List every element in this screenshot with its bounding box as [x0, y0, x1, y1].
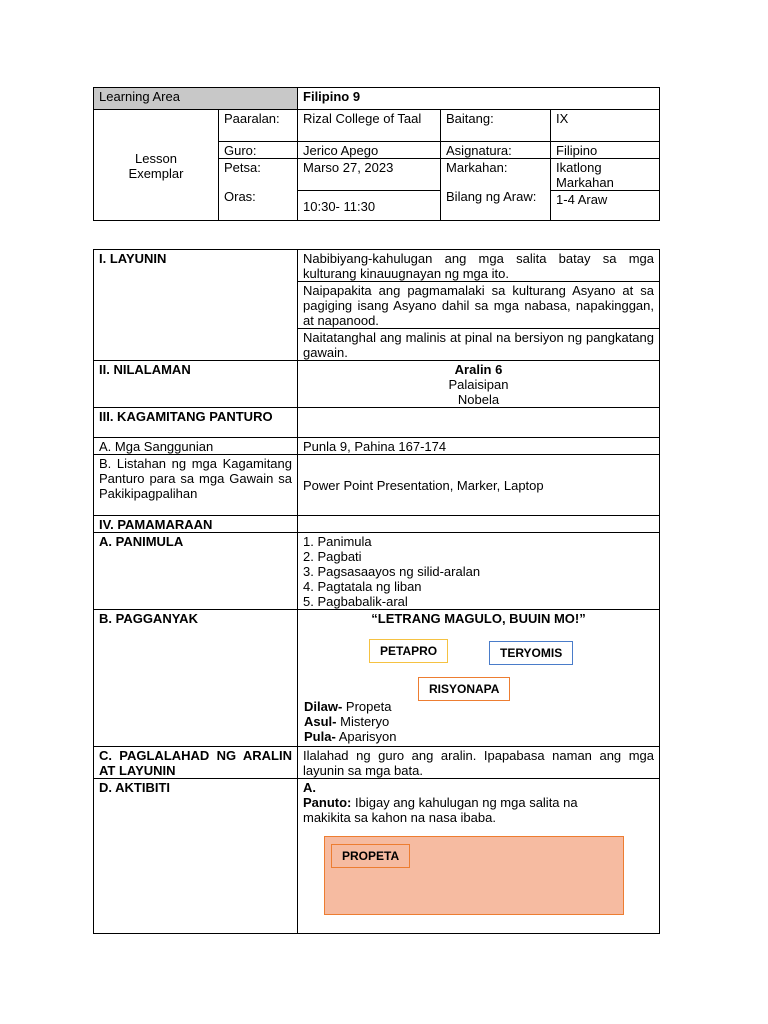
key-pula	[304, 729, 397, 744]
baitang-value: IX	[551, 110, 660, 142]
panimula-item-1: 1. Panimula	[303, 534, 372, 549]
panimula-item-5: 5. Pagbabalik-aral	[303, 594, 408, 609]
paaralan-value: Rizal College of Taal	[298, 110, 441, 142]
lesson-exemplar-label	[94, 110, 219, 221]
paaralan-label: Paaralan:	[219, 110, 298, 142]
petsa-value: Marso 27, 2023	[298, 159, 441, 191]
learning-area-value: Filipino 9	[298, 88, 660, 110]
key-dilaw	[304, 699, 397, 714]
nilalaman-cell	[298, 361, 660, 408]
lesson-exemplar-text: Lesson Exemplar	[128, 150, 184, 181]
layunin-item-2: Naipapakita ang pagmamalaki sa kulturang Asyano at sa pagiging isang Asyano dahil sa mga nabasa, napakinggan, at napanood.	[298, 282, 660, 329]
oras-label: Oras:	[224, 189, 256, 204]
kagamitan-empty	[298, 408, 660, 438]
pagganyak-title: “LETRANG MAGULO, BUUIN MO!”	[371, 611, 586, 626]
guro-value: Jerico Apego	[298, 142, 441, 159]
sanggunian-label: A. Mga Sanggunian	[94, 438, 298, 455]
layunin-item-3: Naitatanghal ang malinis at pinal na bersiyon ng pangkatang gawain.	[298, 329, 660, 361]
listahan-value: Power Point Presentation, Marker, Laptop	[298, 455, 660, 516]
nilalaman-label: II. NILALAMAN	[94, 361, 298, 408]
sanggunian-value: Punla 9, Pahina 167-174	[298, 438, 660, 455]
kagamitan-label: III. KAGAMITANG PANTURO	[94, 408, 298, 438]
activity-box	[324, 836, 624, 915]
pamamaraan-empty	[298, 516, 660, 533]
asignatura-value: Filipino	[551, 142, 660, 159]
panuto-value: Ibigay ang kahulugan ng mga salita na makikita sa kahon na nasa ibaba.	[303, 795, 578, 825]
panimula-item-3: 3. Pagsasaayos ng silid-aralan	[303, 564, 481, 579]
panuto-label: Panuto:	[303, 795, 352, 810]
panuto-text	[303, 795, 613, 825]
panimula-list	[298, 533, 660, 610]
header-table	[93, 87, 660, 221]
petsa-label: Petsa:	[224, 160, 261, 175]
pagganyak-label: B. PAGGANYAK	[94, 610, 298, 747]
panimula-item-4: 4. Pagtatala ng liban	[303, 579, 422, 594]
lesson-plan-table	[93, 249, 660, 934]
aktibiti-cell	[298, 779, 660, 934]
baitang-label: Baitang:	[441, 110, 551, 142]
bilang-value: 1-4 Araw	[551, 191, 660, 221]
nilalaman-sub1: Palaisipan	[448, 377, 509, 392]
markahan-bilang-cell	[441, 159, 551, 221]
guro-label: Guro:	[219, 142, 298, 159]
key-pula-value: Aparisyon	[335, 729, 397, 744]
panimula-item-2: 2. Pagbati	[303, 549, 362, 564]
paglalahad-value: Ilalahad ng guro ang aralin. Ipapabasa naman ang mga layunin sa mga bata.	[298, 747, 660, 779]
key-asul-label: Asul-	[304, 714, 337, 729]
key-pula-label: Pula-	[304, 729, 336, 744]
learning-area-label: Learning Area	[94, 88, 298, 110]
box-blue: TERYOMIS	[489, 641, 573, 665]
markahan-label: Markahan:	[446, 160, 508, 175]
asignatura-label: Asignatura:	[441, 142, 551, 159]
aktibiti-label: D. AKTIBITI	[94, 779, 298, 934]
box-orange: RISYONAPA	[418, 677, 510, 701]
key-dilaw-label: Dilaw-	[304, 699, 343, 714]
petsa-oras-cell	[219, 159, 298, 221]
markahan-value: Ikatlong Markahan	[551, 159, 660, 191]
aktibiti-letter: A.	[303, 780, 316, 795]
activity-word-box: PROPETA	[331, 844, 410, 868]
pagganyak-cell	[298, 610, 660, 747]
panimula-label: A. PANIMULA	[94, 533, 298, 610]
key-dilaw-value: Propeta	[342, 699, 392, 714]
pamamaraan-label: IV. PAMAMARAAN	[94, 516, 298, 533]
bilang-label: Bilang ng Araw:	[446, 189, 537, 204]
nilalaman-sub2: Nobela	[457, 392, 500, 407]
oras-value: 10:30- 11:30	[298, 191, 441, 221]
listahan-label: B. Listahan ng mga Kagamitang Panturo para sa mga Gawain sa Pakikipagpalihan	[94, 455, 298, 516]
box-yellow: PETAPRO	[369, 639, 448, 663]
key-asul-value: Misteryo	[336, 714, 390, 729]
layunin-item-1: Nabibiyang-kahulugan ang mga salita batay sa mga kulturang kinauugnayan ng mga ito.	[298, 250, 660, 282]
nilalaman-title: Aralin 6	[454, 362, 503, 377]
layunin-label: I. LAYUNIN	[94, 250, 298, 361]
color-key	[304, 699, 397, 744]
paglalahad-label: C. PAGLALAHAD NG ARALIN AT LAYUNIN	[94, 747, 298, 779]
key-asul	[304, 714, 397, 729]
